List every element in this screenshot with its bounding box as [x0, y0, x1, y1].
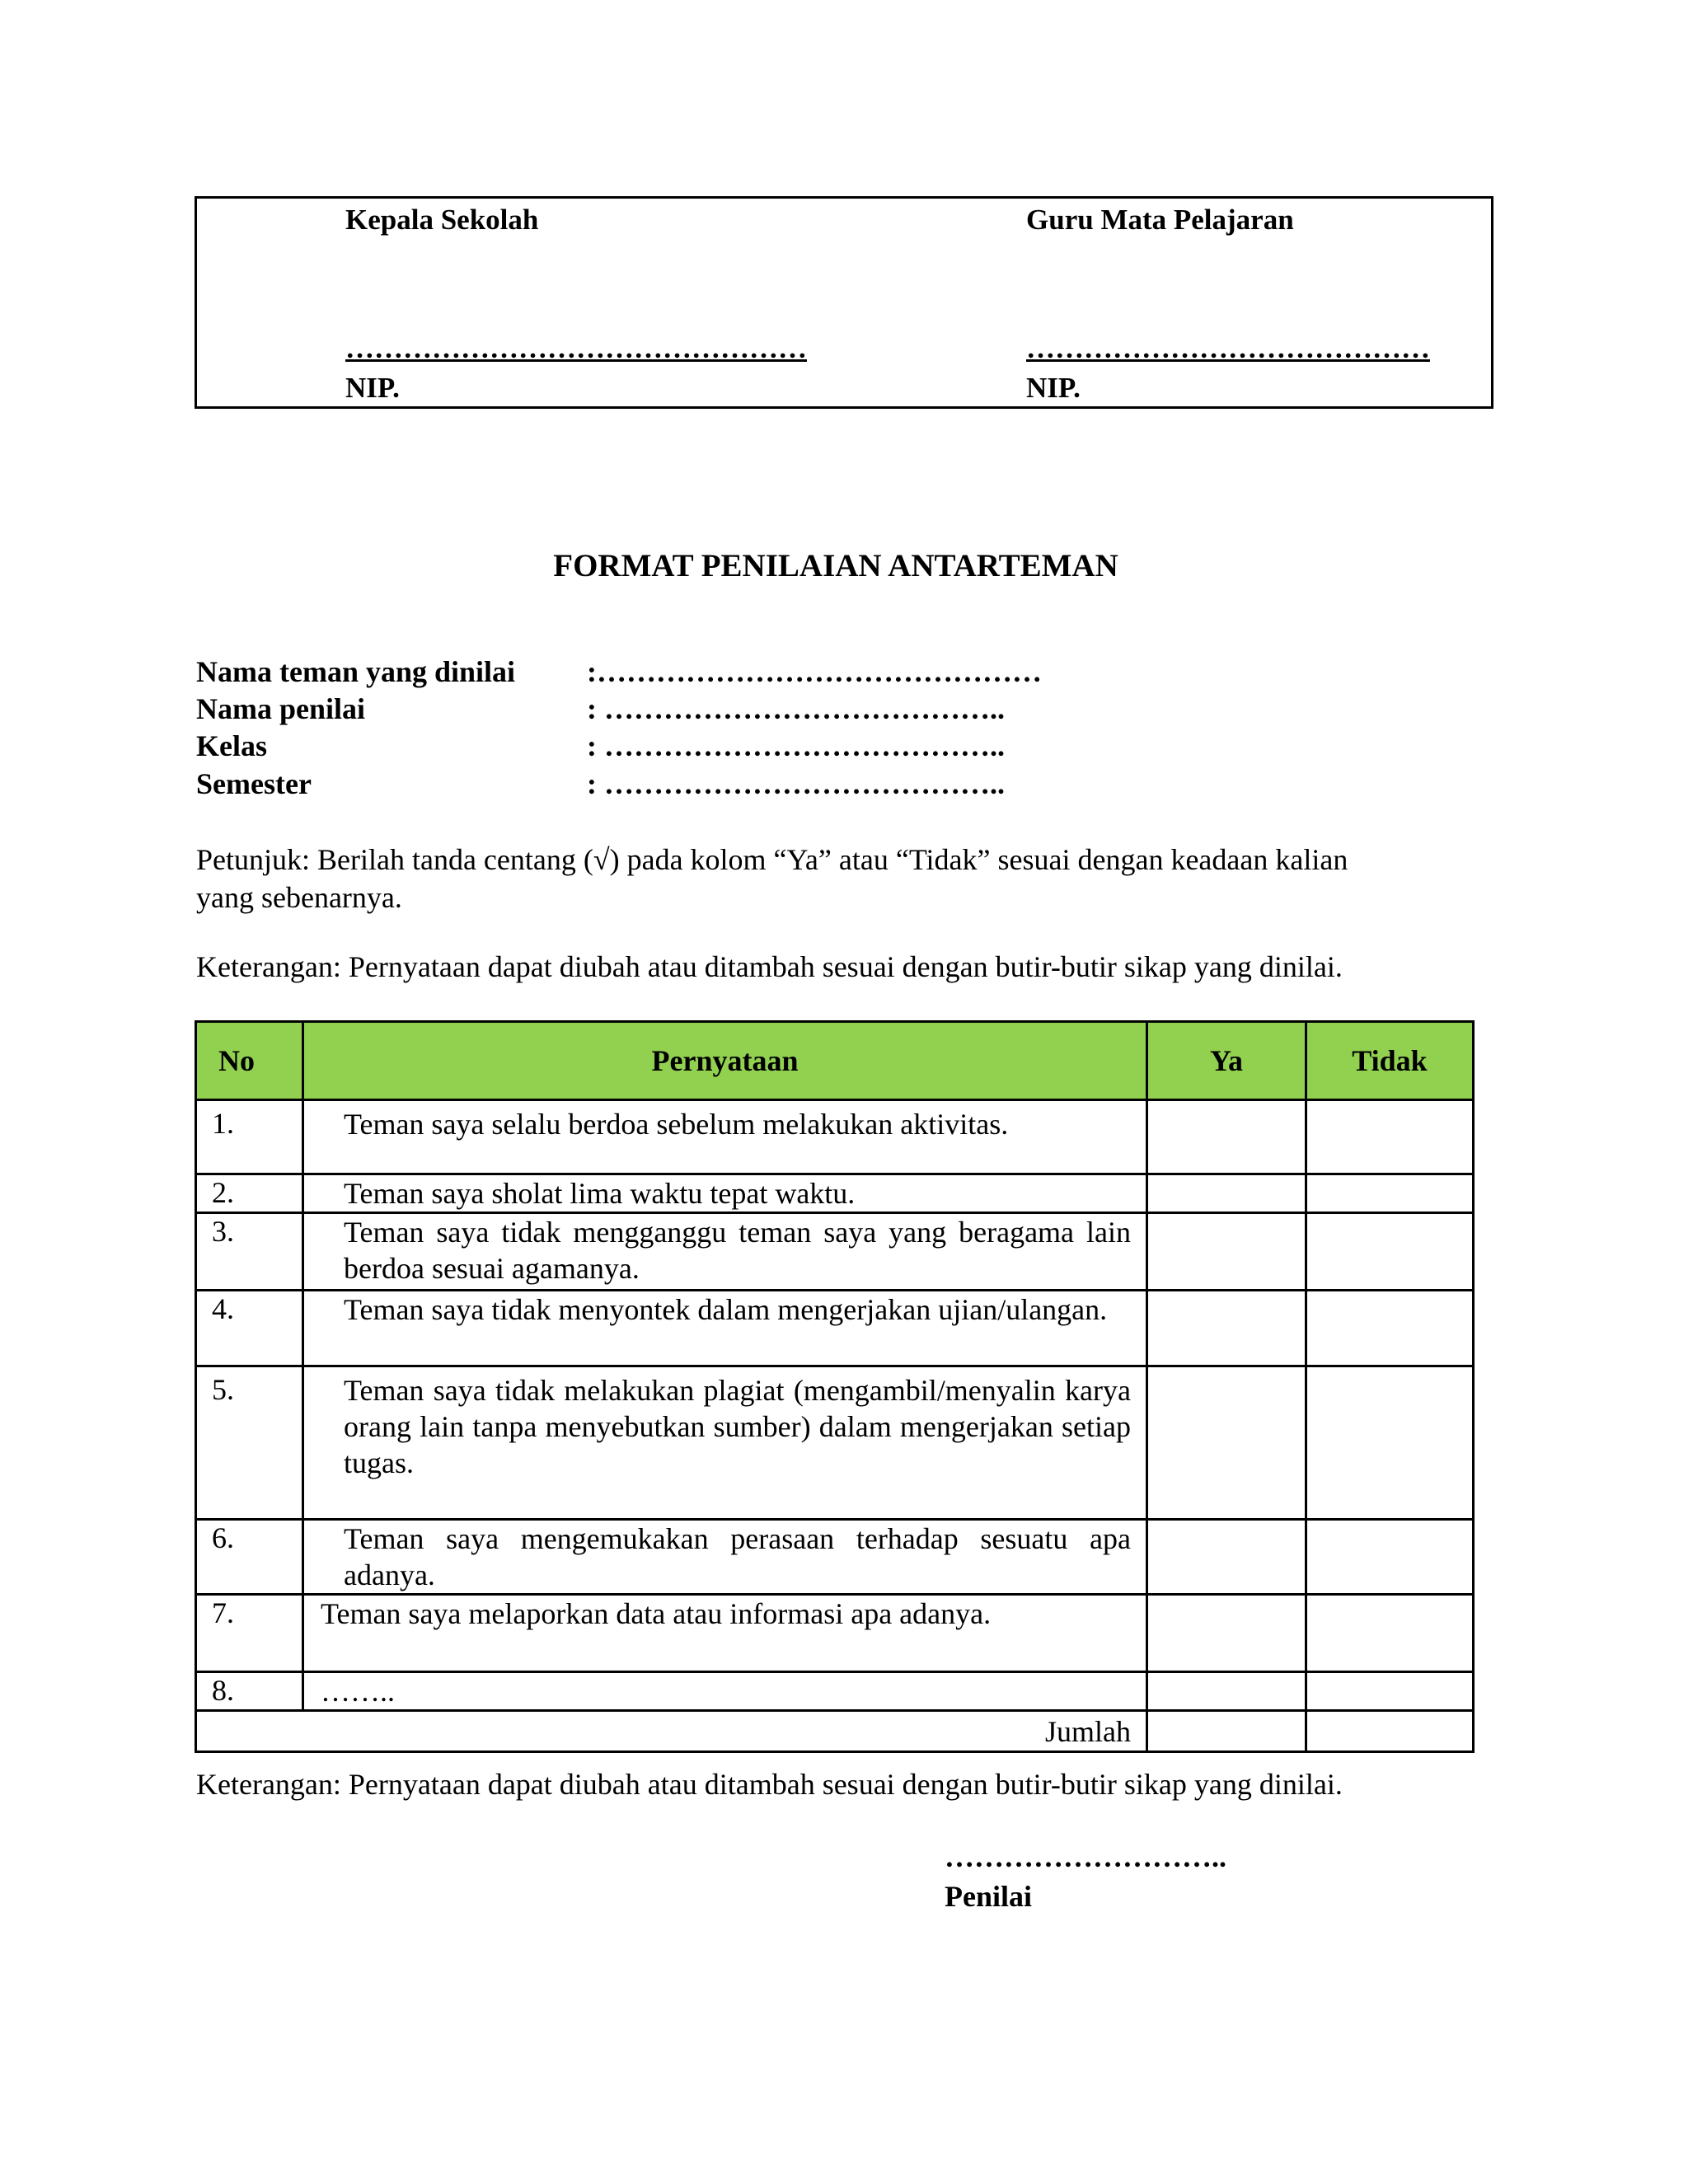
yes-checkbox-cell[interactable] [1147, 1174, 1306, 1213]
table-row [196, 1174, 1474, 1213]
page-title: FORMAT PENILAIAN ANTARTEMAN [553, 548, 1118, 583]
header-no-answer: Tidak [1306, 1022, 1474, 1100]
yes-checkbox-cell[interactable] [1147, 1366, 1306, 1520]
identity-value-semester: : ………………………………….. [587, 767, 1005, 800]
instruction-line-1: Petunjuk: Berilah tanda centang (√) pada kolom “Ya” atau “Tidak” sesuai dengan keadaan kalian [196, 843, 1348, 876]
table-row [196, 1213, 1474, 1291]
assessment-table [195, 1020, 1475, 1753]
row-number: 2. [196, 1174, 303, 1213]
principal-nip: NIP. [345, 372, 400, 404]
no-checkbox-cell[interactable] [1306, 1291, 1474, 1366]
yes-checkbox-cell[interactable] [1147, 1291, 1306, 1366]
row-statement: Teman saya mengemukakan perasaan terhadap sesuatu apa adanya. [303, 1520, 1147, 1595]
table-row [196, 1520, 1474, 1595]
yes-checkbox-cell[interactable] [1147, 1520, 1306, 1595]
row-number: 4. [196, 1291, 303, 1366]
identity-label-assessor: Nama penilai [196, 692, 366, 725]
row-number: 7. [196, 1595, 303, 1672]
yes-total-cell[interactable] [1147, 1711, 1306, 1752]
no-checkbox-cell[interactable] [1306, 1100, 1474, 1174]
table-header-row [196, 1022, 1474, 1100]
no-checkbox-cell[interactable] [1306, 1672, 1474, 1711]
assessor-label: Penilai [945, 1880, 1032, 1913]
yes-checkbox-cell[interactable] [1147, 1213, 1306, 1291]
table-row [196, 1100, 1474, 1174]
identity-value-peer: :……………………………………… [587, 655, 1042, 688]
teacher-nip: NIP. [1026, 372, 1081, 404]
principal-signature-line: ………………………………………… [345, 332, 807, 364]
note-bottom: Keterangan: Pernyataan dapat diubah atau ditambah sesuai dengan butir-butir sikap yang dinilai. [196, 1768, 1343, 1801]
yes-checkbox-cell[interactable] [1147, 1672, 1306, 1711]
row-number: 1. [196, 1100, 303, 1174]
instruction-line-2: yang sebenarnya. [196, 881, 402, 914]
header-no: No [196, 1022, 303, 1100]
row-statement: …….. [303, 1672, 1147, 1711]
yes-checkbox-cell[interactable] [1147, 1100, 1306, 1174]
signature-box [195, 196, 1493, 409]
row-statement: Teman saya tidak melakukan plagiat (mengambil/menyalin karya orang lain tanpa menyebutkan sumber) dalam mengerjakan setiap tugas. [303, 1366, 1147, 1520]
identity-label-semester: Semester [196, 767, 312, 800]
table-total-row [196, 1711, 1474, 1752]
no-checkbox-cell[interactable] [1306, 1595, 1474, 1672]
header-statement: Pernyataan [303, 1022, 1147, 1100]
row-statement: Teman saya sholat lima waktu tepat waktu. [303, 1174, 1147, 1213]
row-number: 6. [196, 1520, 303, 1595]
identity-label-peer: Nama teman yang dinilai [196, 655, 516, 688]
identity-value-assessor: : ………………………………….. [587, 692, 1005, 725]
row-number: 8. [196, 1672, 303, 1711]
assessor-signature-line: ……………………….. [945, 1840, 1226, 1873]
row-statement: Teman saya tidak mengganggu teman saya yang beragama lain berdoa sesuai agamanya. [303, 1213, 1147, 1291]
table-row [196, 1672, 1474, 1711]
no-checkbox-cell[interactable] [1306, 1366, 1474, 1520]
no-checkbox-cell[interactable] [1306, 1520, 1474, 1595]
identity-label-class: Kelas [196, 729, 267, 762]
table-row [196, 1366, 1474, 1520]
teacher-title: Guru Mata Pelajaran [1026, 204, 1294, 236]
table-row [196, 1291, 1474, 1366]
total-label: Jumlah [196, 1711, 1147, 1752]
row-number: 5. [196, 1366, 303, 1520]
note-top: Keterangan: Pernyataan dapat diubah atau ditambah sesuai dengan butir-butir sikap yang dinilai. [196, 950, 1343, 983]
principal-title: Kepala Sekolah [345, 204, 539, 236]
row-number: 3. [196, 1213, 303, 1291]
teacher-signature-line: …………………………………… [1026, 332, 1430, 364]
row-statement: Teman saya selalu berdoa sebelum melakukan aktivitas. [303, 1100, 1147, 1174]
yes-checkbox-cell[interactable] [1147, 1595, 1306, 1672]
no-total-cell[interactable] [1306, 1711, 1474, 1752]
header-yes: Ya [1147, 1022, 1306, 1100]
row-statement: Teman saya tidak menyontek dalam mengerjakan ujian/ulangan. [303, 1291, 1147, 1366]
identity-value-class: : ………………………………….. [587, 729, 1005, 762]
no-checkbox-cell[interactable] [1306, 1213, 1474, 1291]
no-checkbox-cell[interactable] [1306, 1174, 1474, 1213]
row-statement: Teman saya melaporkan data atau informasi apa adanya. [303, 1595, 1147, 1672]
table-row [196, 1595, 1474, 1672]
